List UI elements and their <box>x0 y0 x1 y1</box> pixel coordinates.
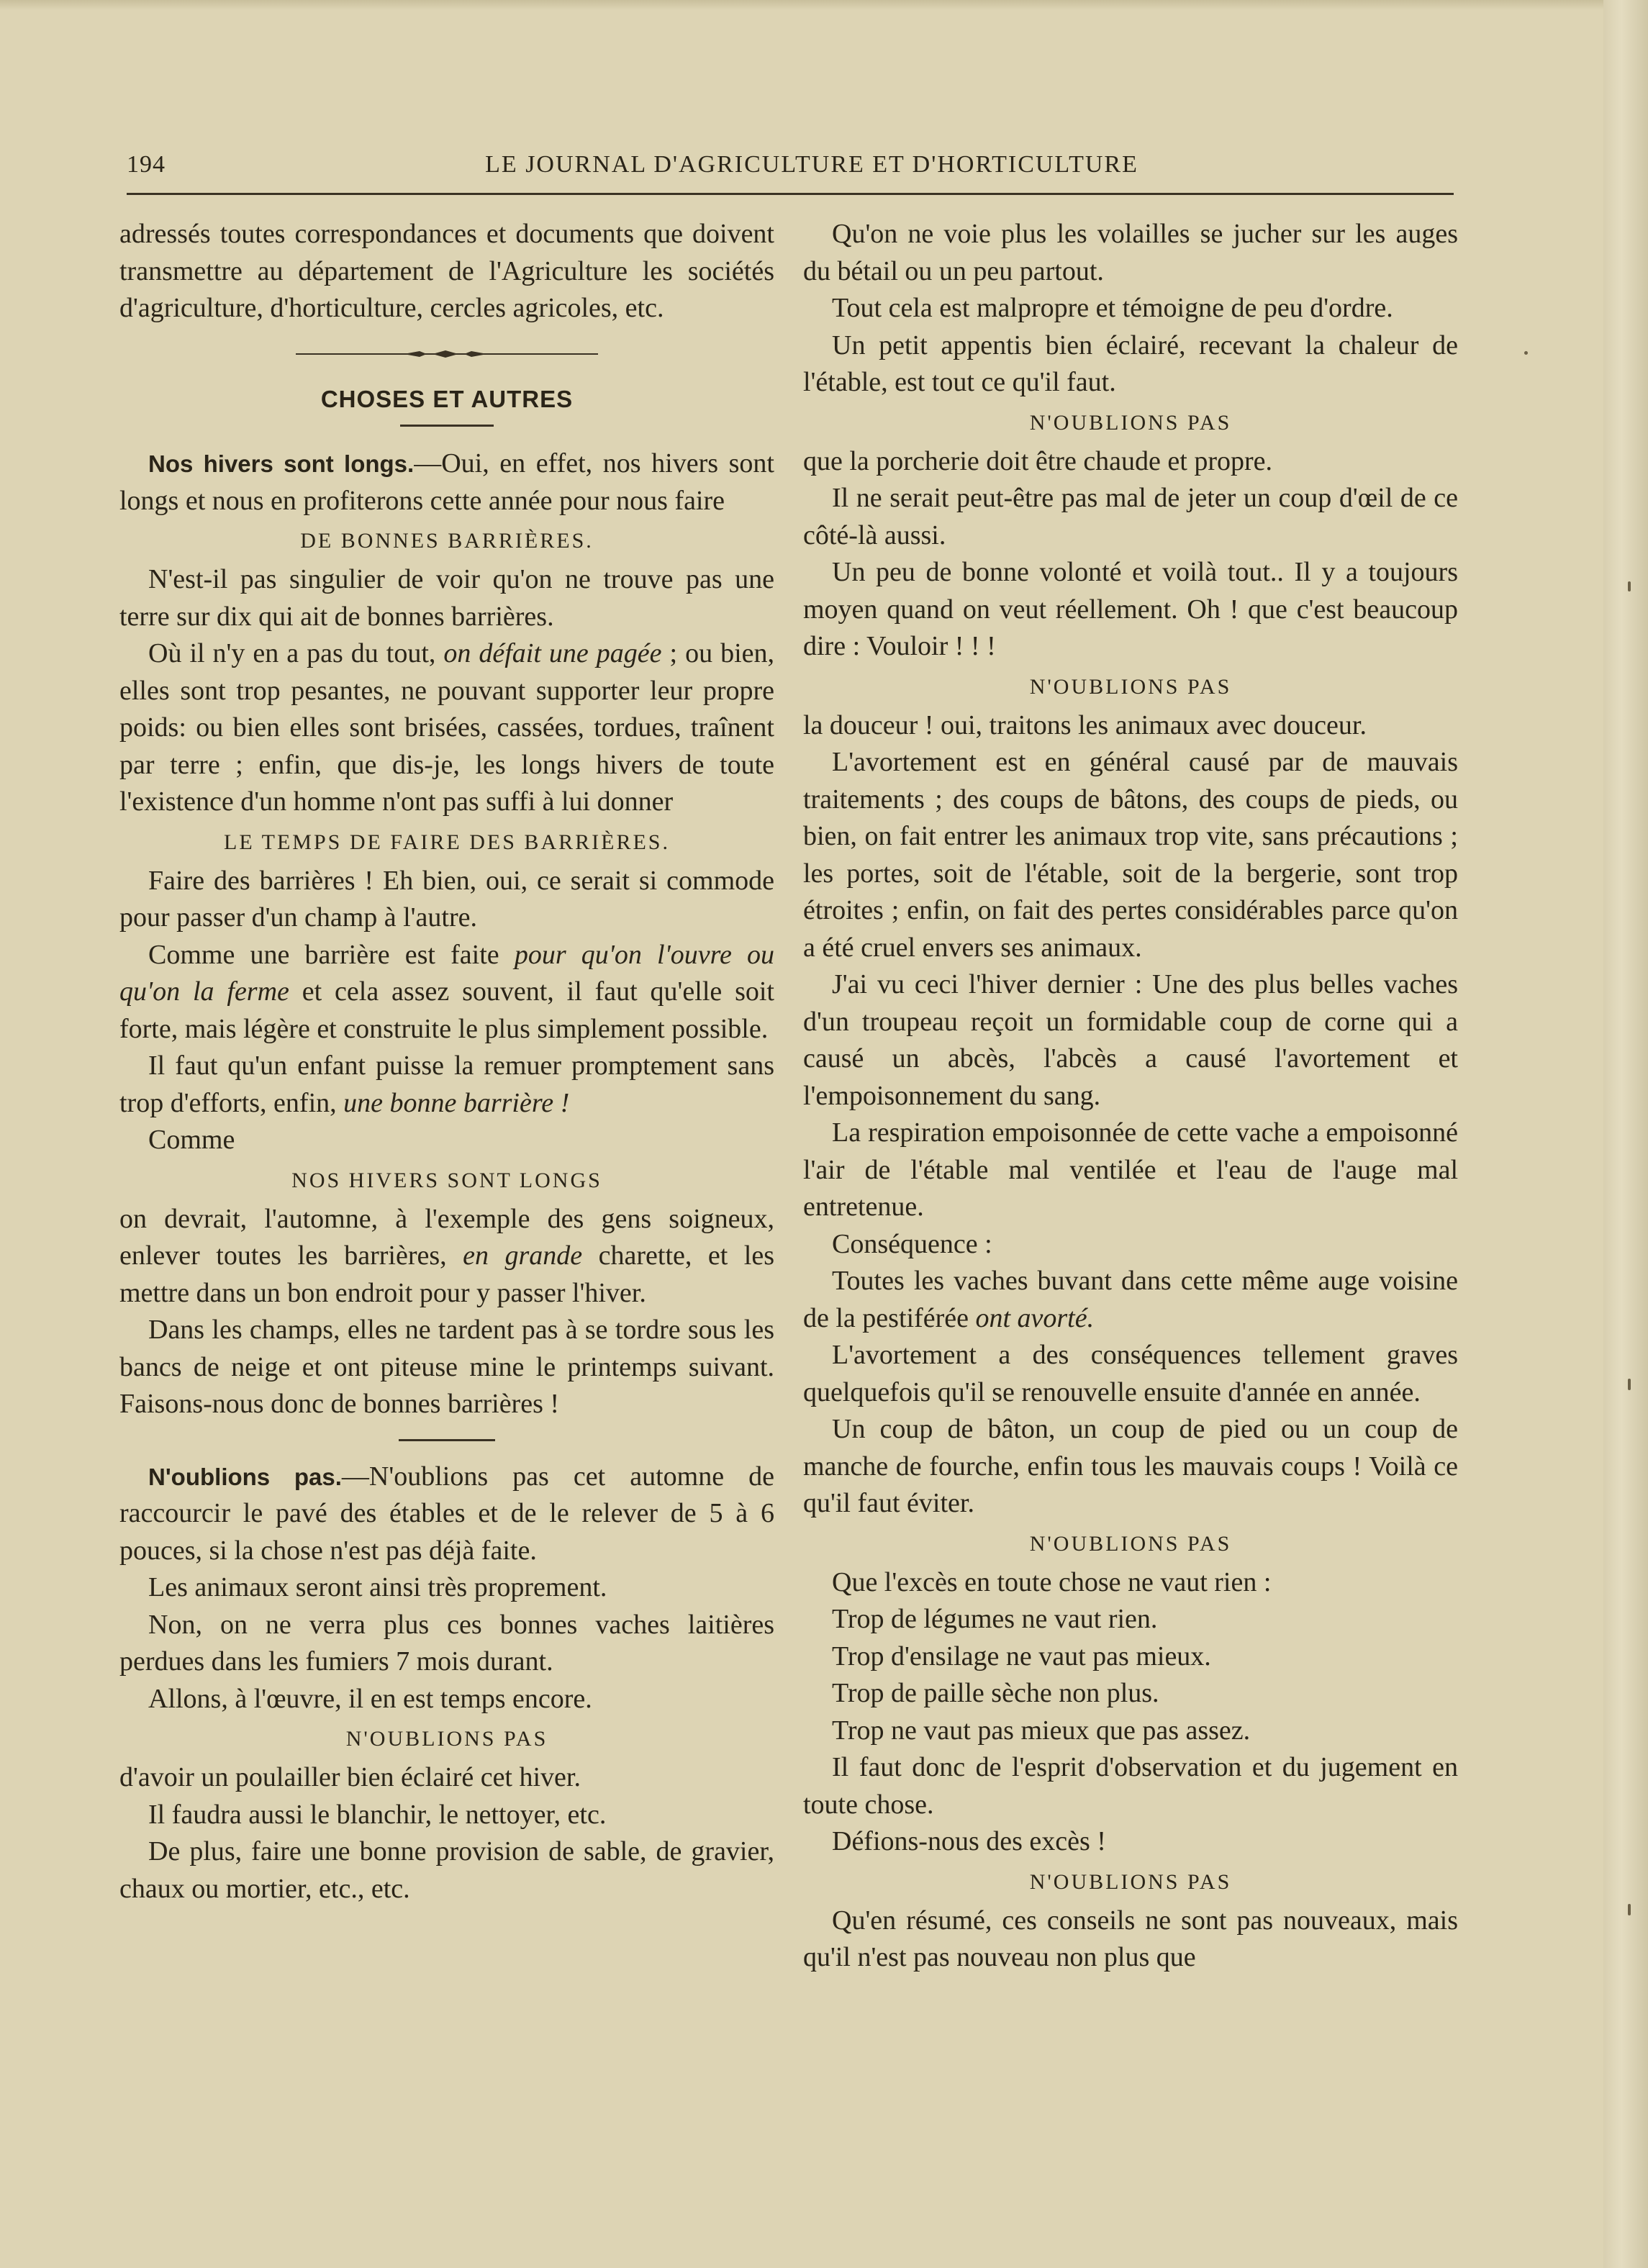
paragraph: Conséquence : <box>832 1228 992 1259</box>
paragraph: Que l'excès en toute chose ne vaut rien : <box>832 1566 1272 1597</box>
italic-text: pour qu'on l'ouvre ou qu'on la ferme <box>119 939 774 1007</box>
paragraph: J'ai vu ceci l'hiver dernier : Une des plus belles vaches d'un troupeau reçoit un formidable coup de corne qui a causé un abcès, l'abcès a causé l'avortement et l'empoisonnement du sang. <box>803 969 1458 1111</box>
paragraph: la douceur ! oui, traitons les animaux avec douceur. <box>803 709 1367 740</box>
paragraph: Qu'on ne voie plus les volailles se jucher sur les auges du bétail ou un peu partout. <box>803 219 1458 286</box>
header-rule <box>127 193 1454 195</box>
paragraph <box>119 1201 774 1312</box>
text: et cela assez souvent, il faut qu'elle soit forte, mais légère et construite le plus simplement possible. <box>119 976 774 1044</box>
paragraph: Non, on ne verra plus ces bonnes vaches laitières perdues dans les fumiers 7 mois durant. <box>119 1609 774 1677</box>
text: Où il n'y en a pas du tout, <box>148 638 444 668</box>
paragraph: Trop ne vaut pas mieux que pas assez. <box>832 1715 1251 1746</box>
paragraph: Dans les champs, elles ne tardent pas à se tordre sous les bancs de neige et ont piteuse mine le printemps suivant. Faisons-nous donc de bonnes barrières ! <box>119 1315 774 1419</box>
subhead-noublions: N'OUBLIONS PAS <box>1029 410 1232 435</box>
left-column <box>119 216 774 1908</box>
title-rule <box>400 425 494 427</box>
subhead-hivers-longs: NOS HIVERS SONT LONGS <box>291 1168 602 1192</box>
paragraph <box>119 1048 774 1122</box>
paragraph: Faire des barrières ! Eh bien, oui, ce serait si commode pour passer d'un champ à l'autre. <box>119 865 774 933</box>
ornament-icon <box>296 347 598 361</box>
intro-paragraph: adressés toutes correspondances et documents que doivent transmettre au département de l'Agriculture les sociétés d'agriculture, d'horticulture, cercles agricoles, etc. <box>119 219 774 323</box>
text: Il faut qu'un enfant puisse la remuer promptement sans trop d'efforts, enfin, <box>119 1051 774 1118</box>
text-hivers: —Oui, en effet, nos hivers sont longs et nous en profiterons cette année pour nous faire <box>119 448 774 516</box>
text: charette, et les mettre dans un bon endroit pour y passer l'hiver. <box>119 1240 775 1308</box>
paragraph <box>803 1263 1458 1337</box>
paper-fleck <box>1628 1904 1631 1915</box>
text: ; ou bien, elles sont trop pesantes, ne pouvant supporter leur propre poids: ou bien elles sont brisées, cassées, tordues, traînent par terre ; enfin, que dis-je, les longs hivers de toute l'existence d'un homme n'ont pas suffi à lui donner <box>119 638 775 817</box>
subhead-temps-barrieres: LE TEMPS DE FAIRE DES BARRIÈRES. <box>224 830 670 854</box>
section-rule <box>399 1439 495 1441</box>
lead-hivers: Nos hivers sont longs. <box>148 450 415 477</box>
paragraph: Trop de légumes ne vaut rien. <box>832 1604 1158 1634</box>
subhead-noublions: N'OUBLIONS PAS <box>1029 1869 1232 1894</box>
subhead-noublions: N'OUBLIONS PAS <box>345 1727 548 1751</box>
italic-text: ont avorté. <box>975 1302 1095 1333</box>
paragraph: Un coup de bâton, un coup de pied ou un coup de manche de fourche, enfin tous les mauvais coups ! Voilà ce qu'il faut éviter. <box>803 1414 1458 1518</box>
italic-text: en grande <box>463 1240 583 1271</box>
paragraph: Trop d'ensilage ne vaut pas mieux. <box>832 1641 1211 1671</box>
page-edge <box>1603 0 1648 2268</box>
paragraph: d'avoir un poulailler bien éclairé cet hiver. <box>119 1762 581 1792</box>
paragraph: Un petit appentis bien éclairé, recevant la chaleur de l'étable, est tout ce qu'il faut. <box>803 330 1458 397</box>
paragraph <box>119 635 774 821</box>
paragraph: Trop de paille sèche non plus. <box>832 1678 1159 1708</box>
paragraph-oublions <box>119 1459 774 1570</box>
paper-fleck <box>1628 581 1631 591</box>
paragraph: Comme <box>148 1125 235 1155</box>
text: Toutes les vaches buvant dans cette même auge voisine de la pestiférée <box>803 1266 1458 1333</box>
page-top-shadow <box>0 0 1603 10</box>
text: on devrait, l'automne, à l'exemple des gens soigneux, enlever toutes les barrières, <box>119 1203 774 1271</box>
paper-fleck <box>1524 351 1528 355</box>
paragraph: L'avortement est en général causé par de mauvais traitements ; des coups de bâtons, des coups de pieds, ou bien, on fait entrer les animaux trop vite, sans précautions ; les portes, soit de l'étable, soit de la bergerie, sont trop étroites ; enfin, on fait des pertes considérables parce qu'on a été cruel envers ses animaux. <box>803 747 1458 963</box>
text: Comme une barrière est faite <box>148 939 515 970</box>
paragraph: Allons, à l'œuvre, il en est temps encore. <box>148 1683 592 1714</box>
subhead-noublions: N'OUBLIONS PAS <box>1029 1531 1232 1556</box>
subhead-noublions: N'OUBLIONS PAS <box>1029 674 1232 699</box>
page-number: 194 <box>127 151 166 178</box>
lead-oublions: N'oublions pas. <box>148 1463 342 1490</box>
section-title: CHOSES ET AUTRES <box>320 385 574 412</box>
paragraph: Les animaux seront ainsi très proprement. <box>148 1572 607 1602</box>
paragraph: De plus, faire une bonne provision de sable, de gravier, chaux ou mortier, etc., etc. <box>119 1836 774 1904</box>
paragraph: Un peu de bonne volonté et voilà tout.. Il y a toujours moyen quand on veut réellement. Oh ! que c'est beaucoup dire : Vouloir ! ! ! <box>803 557 1458 661</box>
paragraph: Il faut donc de l'esprit d'observation et du jugement en toute chose. <box>803 1752 1458 1820</box>
running-title: LE JOURNAL D'AGRICULTURE ET D'HORTICULTURE <box>485 151 1138 178</box>
paragraph: Défions-nous des excès ! <box>832 1826 1106 1856</box>
ornament-divider <box>119 337 774 371</box>
paragraph: N'est-il pas singulier de voir qu'on ne trouve pas une terre sur dix qui ait de bonnes barrières. <box>119 564 774 632</box>
paragraph: L'avortement a des conséquences tellement graves quelquefois qu'il se renouvelle ensuite d'année en année. <box>803 1340 1458 1407</box>
paragraph: Qu'en résumé, ces conseils ne sont pas nouveaux, mais qu'il n'est pas nouveau non plus que <box>803 1905 1458 1972</box>
text-oublions: —N'oublions pas cet automne de raccourcir le pavé des étables et de le relever de 5 à 6 pouces, si la chose n'est pas déjà faite. <box>119 1461 774 1566</box>
page-header <box>127 148 1454 191</box>
paragraph: Tout cela est malpropre et témoigne de peu d'ordre. <box>832 293 1393 323</box>
paragraph: Il ne serait peut-être pas mal de jeter un coup d'œil de ce côté-là aussi. <box>803 483 1458 550</box>
italic-text: on défait une pagée <box>443 638 662 668</box>
paragraph: La respiration empoisonnée de cette vache a empoisonné l'air de l'étable mal ventilée et l'eau de l'auge mal entretenue. <box>803 1117 1458 1222</box>
paper-fleck <box>1628 1379 1631 1390</box>
right-column <box>803 216 1458 1977</box>
subhead-bonnes-barrieres: DE BONNES BARRIÈRES. <box>300 529 594 553</box>
paragraph-hivers <box>119 445 774 520</box>
italic-text: une bonne barrière ! <box>343 1087 570 1118</box>
paragraph: Il faudra aussi le blanchir, le nettoyer, etc. <box>148 1799 607 1830</box>
paragraph <box>119 937 774 1048</box>
paragraph: que la porcherie doit être chaude et propre. <box>803 445 1273 476</box>
